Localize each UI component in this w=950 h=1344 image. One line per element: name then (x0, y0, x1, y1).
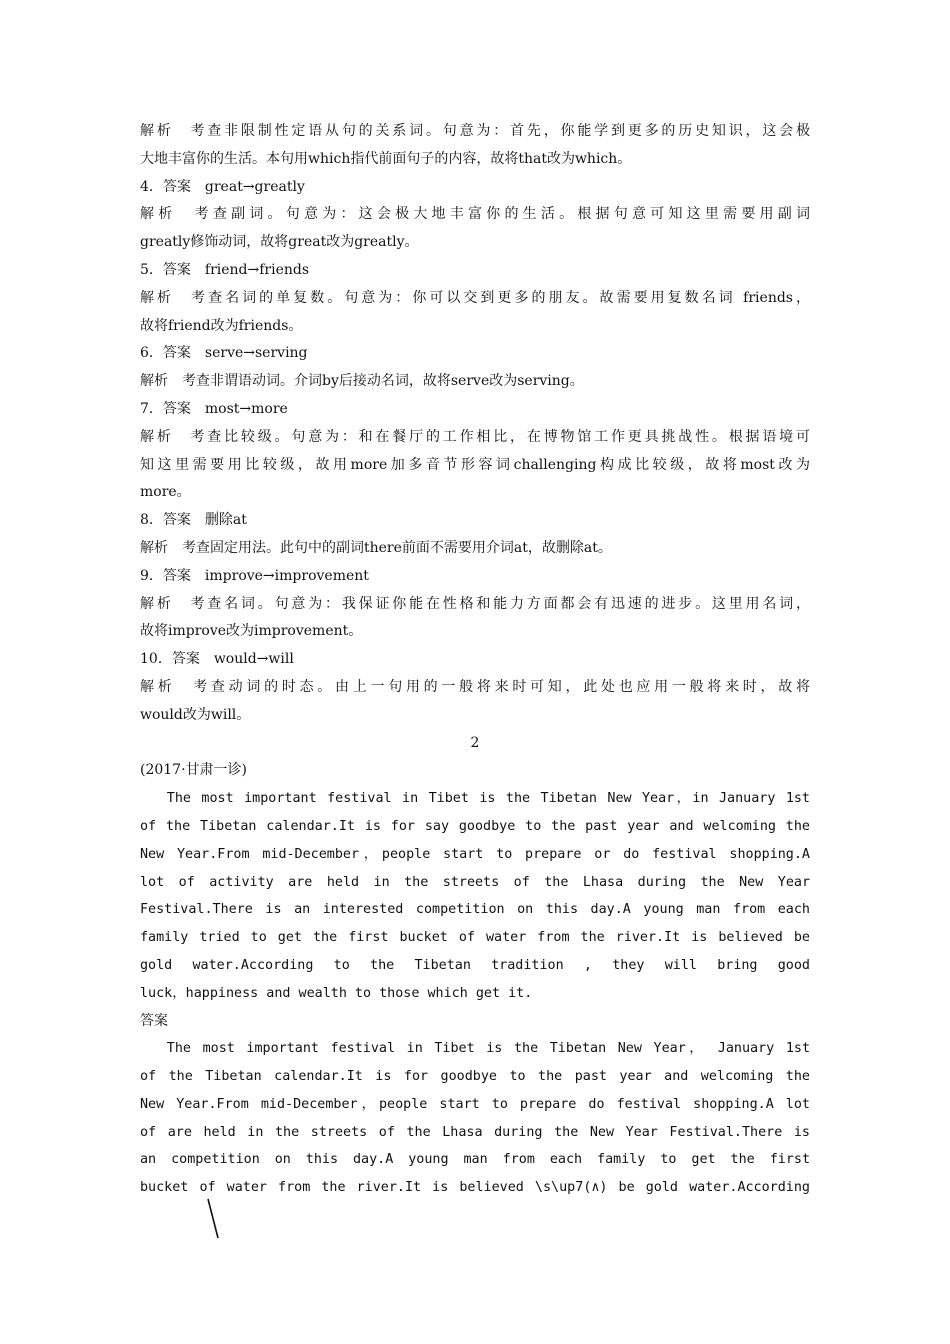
deletion-slash-mark (206, 1198, 220, 1240)
answer-8: 8．答案 删除at (140, 512, 247, 529)
explanation-line: 故将friend改为friends。 (140, 317, 303, 334)
explanation-line: 解析 考查名词的单复数。句意为：你可以交到更多的朋友。故需要用复数名词 friends， (140, 289, 810, 306)
explanation-line: would改为will。 (140, 706, 251, 723)
answer-line: bucket of water from the river.It is believed \s\up7(∧) be gold water.According (140, 1180, 810, 1196)
answer-passage (140, 1035, 810, 1202)
passage-line: The most important festival in Tibet is the Tibetan New Year，in January 1st (166, 791, 810, 807)
answer-line: an competition on this day.A young man from each family to get the first (140, 1152, 810, 1168)
explanation-line: 解析 考查固定用法。此句中的副词there前面不需要用介词at，故删除at。 (140, 539, 612, 556)
passage-line: family tried to get the first bucket of water from the river.It is believed be (140, 930, 810, 946)
passage-line: of the Tibetan calendar.It is for say goodbye to the past year and welcoming the (140, 818, 810, 834)
explanation-line: greatly修饰动词，故将great改为greatly。 (140, 234, 419, 251)
answer-5: 5．答案 friend→friends (140, 261, 310, 278)
explanation-line: 知这里需要用比较级，故用more加多音节形容词challenging构成比较级，故将most改为 (140, 456, 810, 473)
explanation-line: 大地丰富你的生活。本句用which指代前面句子的内容，故将that改为which。 (140, 150, 632, 167)
explanation-line: 解析 考查副词。句意为：这会极大地丰富你的生活。根据句意可知这里需要用副词 (140, 206, 810, 223)
answer-label: 答案 (140, 1012, 168, 1029)
explanation-3 (140, 118, 810, 174)
answer-line: New Year.From mid-December，people start to prepare do festival shopping.A lot (140, 1096, 810, 1112)
passage-line: gold water.According to the Tibetan tradition , they will bring good (140, 957, 810, 973)
passage-line: Festival.There is an interested competition on this day.A young man from each (140, 902, 810, 918)
document-page (140, 118, 810, 1202)
passage-line: lot of activity are held in the streets of the Lhasa during the New Year (140, 874, 810, 890)
answer-9: 9．答案 improve→improvement (140, 567, 369, 584)
passage-line: New Year.From mid-December，people start to prepare or do festival shopping.A (140, 846, 810, 862)
explanation-line: 解析 考查比较级。句意为：和在餐厅的工作相比，在博物馆工作更具挑战性。根据语境可 (140, 428, 810, 445)
explanation-line: 解析 考查非限制性定语从句的关系词。句意为：首先，你能学到更多的历史知识，这会极 (140, 123, 810, 139)
explanation-7 (140, 424, 810, 507)
explanation-10 (140, 674, 810, 730)
explanation-line: 解析 考查名词。句意为：我保证你能在性格和能力方面都会有迅速的进步。这里用名词， (140, 595, 810, 612)
answer-line: The most important festival in Tibet is the Tibetan New Year， January 1st (166, 1041, 810, 1057)
explanation-line: more。 (140, 484, 191, 501)
explanation-4 (140, 201, 810, 257)
explanation-9 (140, 591, 810, 647)
explanation-8 (140, 535, 810, 563)
source-label: (2017·甘肃一诊) (140, 762, 248, 779)
answer-10: 10．答案 would→will (140, 651, 294, 668)
answer-4: 4．答案 great→greatly (140, 178, 305, 195)
answer-line: of the Tibetan calendar.It is for goodbye to the past year and welcoming the (140, 1069, 810, 1085)
answer-7: 7．答案 most→more (140, 400, 288, 417)
explanation-5 (140, 285, 810, 341)
passage-line: luck，happiness and wealth to those which get it. (140, 985, 533, 1001)
explanation-6 (140, 368, 810, 396)
section-number: 2 (470, 734, 480, 751)
explanation-line: 故将improve改为improvement。 (140, 623, 363, 640)
explanation-line: 解析 考查动词的时态。由上一句用的一般将来时可知，此处也应用一般将来时，故将 (140, 678, 810, 695)
answer-6: 6．答案 serve→serving (140, 345, 308, 362)
explanation-line: 解析 考查非谓语动词。介词by后接动名词，故将serve改为serving。 (140, 373, 584, 390)
answer-line: of are held in the streets of the Lhasa during the New Year Festival.There is (140, 1124, 810, 1140)
passage (140, 785, 810, 1007)
